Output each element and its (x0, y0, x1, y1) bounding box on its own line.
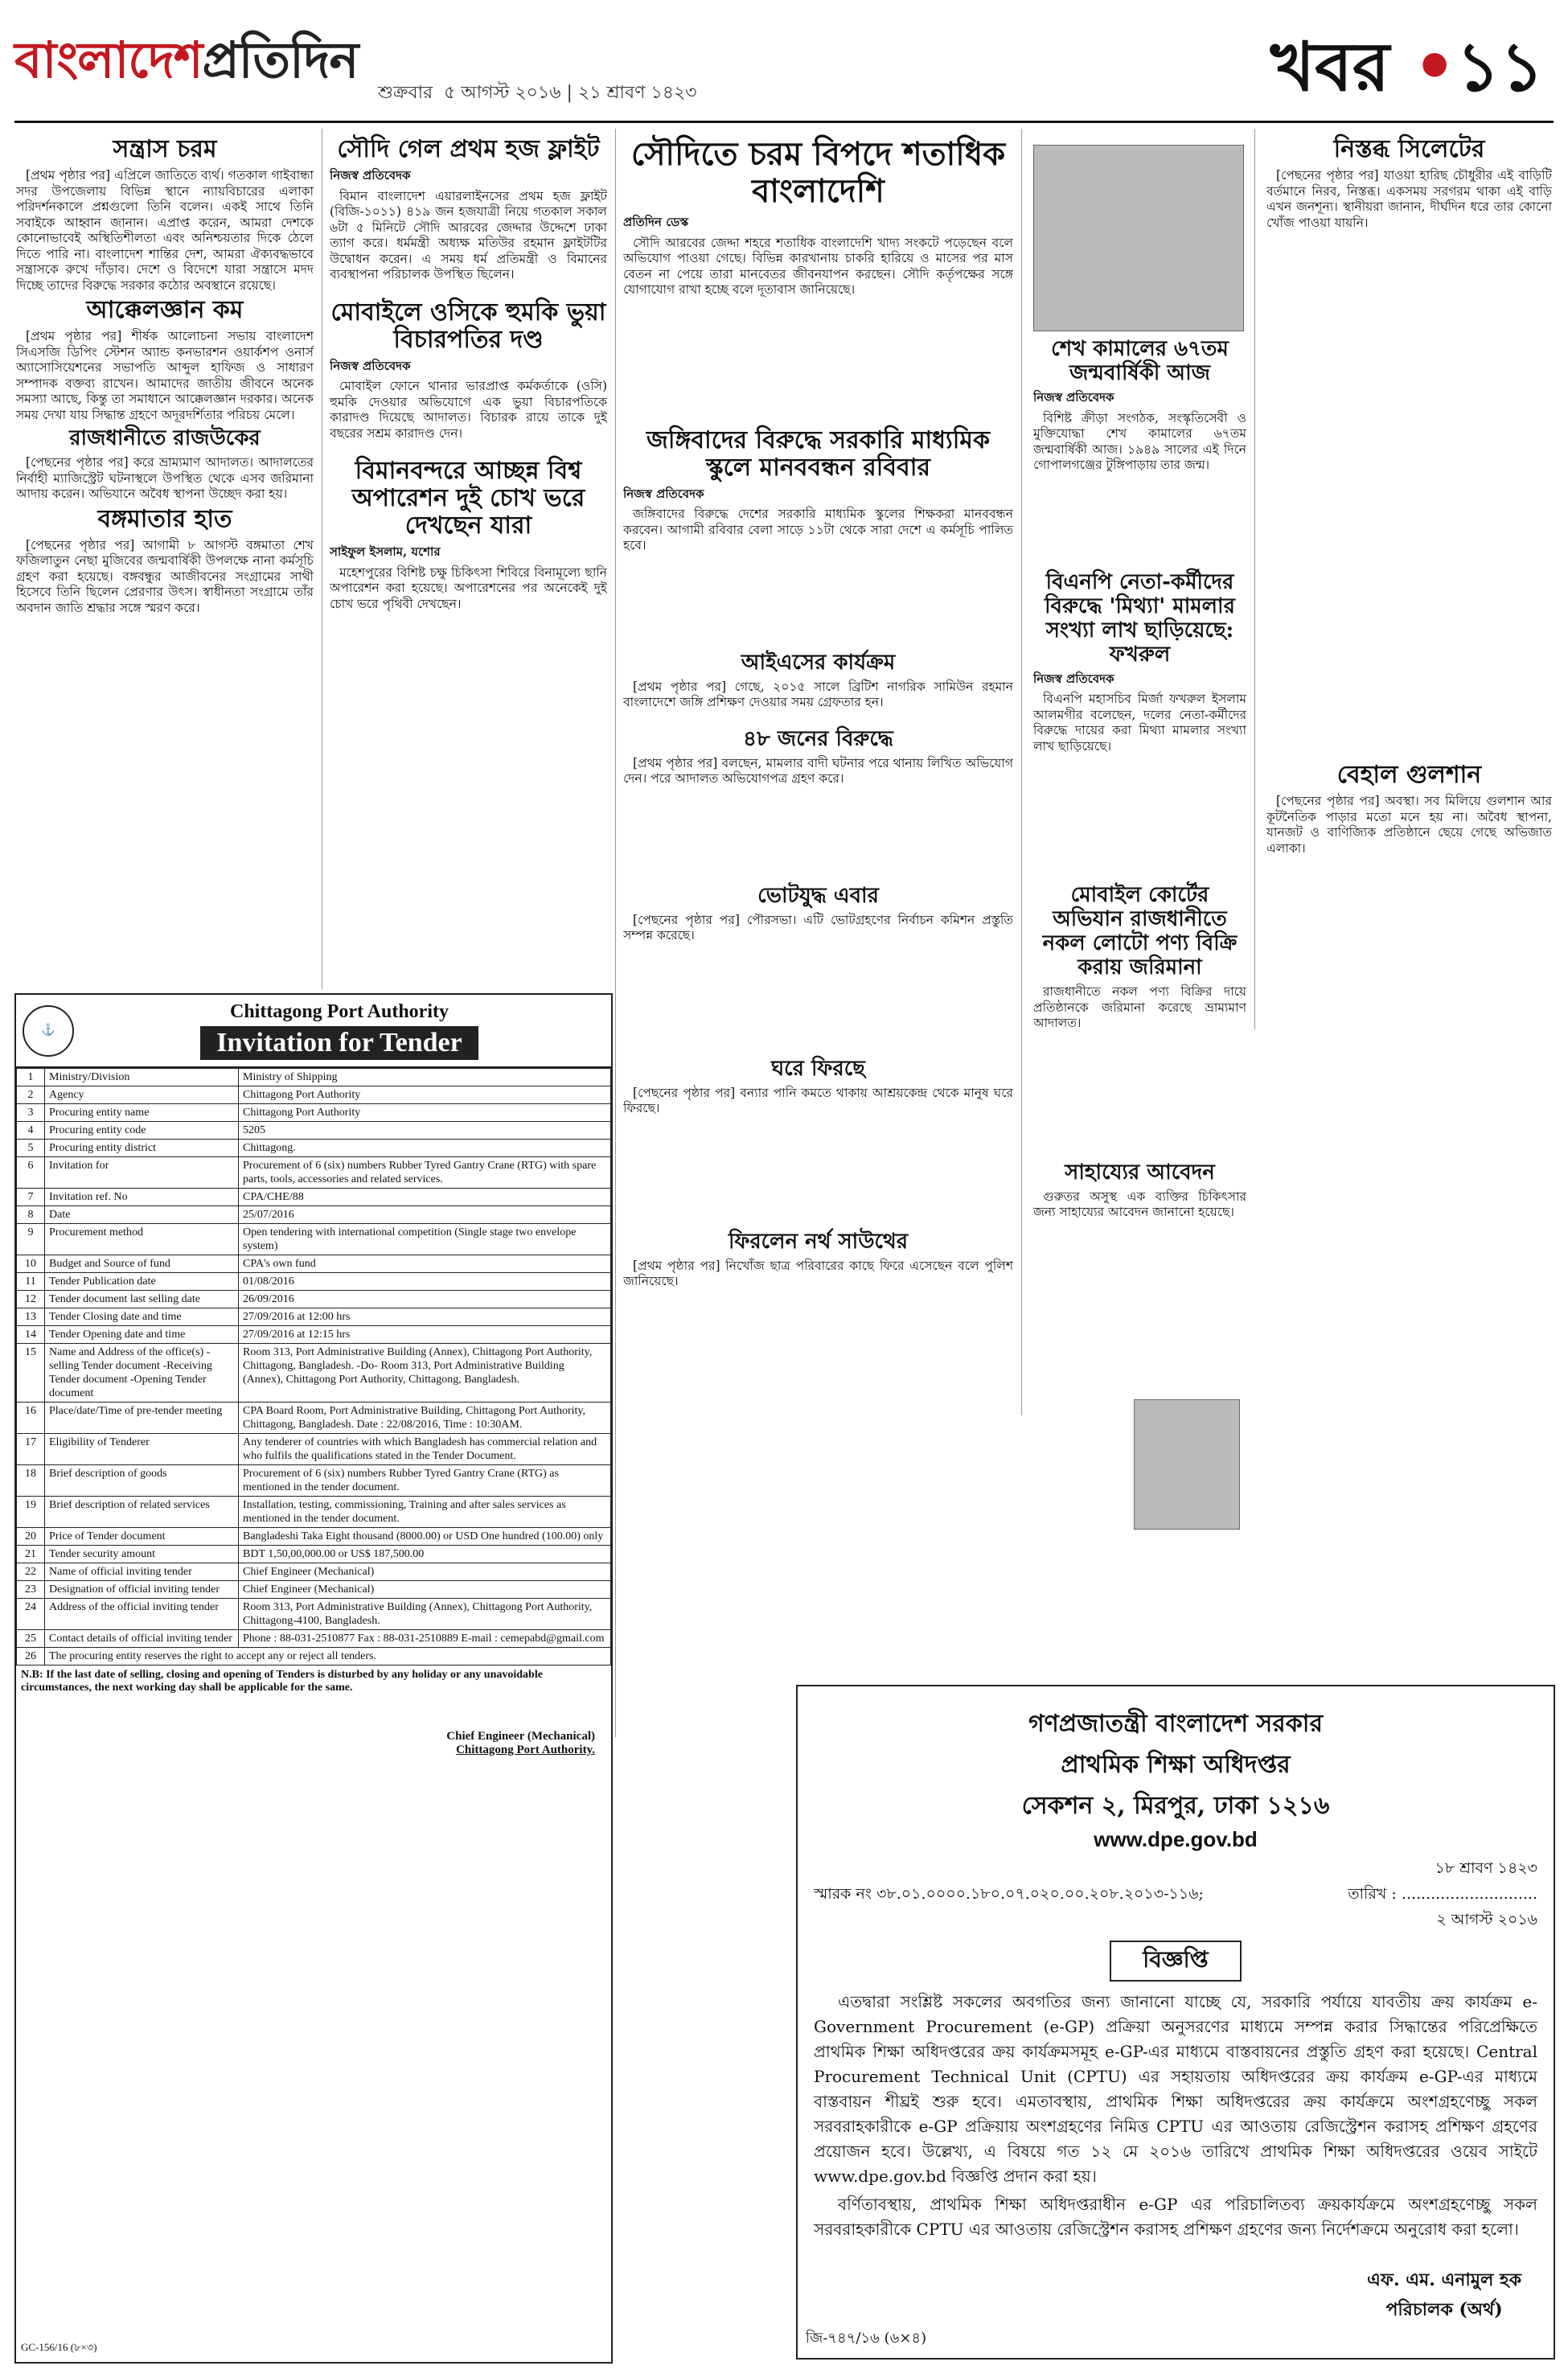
tender-row-label: The procuring entity reserves the right to accept any or reject all tenders. (45, 1648, 611, 1665)
tender-row-label: Procuring entity code (45, 1122, 239, 1140)
article-body: বিমান বাংলাদেশ এয়ারলাইনসের প্রথম হজ ফ্লাইট (বিজি-১০১১) ৪১৯ জন হজযাত্রী নিয়ে গতকাল সকাল ৬টা ৫ মিনিটে সৌদি আরবের জেদ্দার উদ্দেশে ঢাকা ত্যাগ করে। ধর্মমন্ত্রী অধ্যক্ষ মতিউর রহমান ফ্লাইটটির উদ্বোধন করেন। এ সময় ধর্ম প্রতিমন্ত্রী ও বিমানের ব্যবস্থাপনা পরিচালক উপস্থিত ছিলেন। (330, 188, 607, 281)
tender-row-value: 01/08/2016 (239, 1273, 611, 1291)
tender-row-label: Eligibility of Tenderer (45, 1434, 239, 1465)
tender-row (17, 1157, 611, 1189)
headline-sylhet[interactable]: নিস্তব্ধ সিলেটের (1333, 135, 1485, 163)
logo-text-part1: বাংলাদেশ (14, 31, 203, 89)
masthead-rule (14, 121, 1554, 123)
tender-row-number: 22 (17, 1563, 45, 1581)
tender-row-value: BDT 1,50,00,000.00 or US$ 187,500.00 (239, 1546, 611, 1563)
tender-row-label: Tender security amount (45, 1546, 239, 1563)
notice-title: বিজ্ঞপ্তি (1110, 1941, 1242, 1982)
tender-row-number: 26 (17, 1648, 45, 1665)
tender-row-label: Procuring entity district (45, 1140, 239, 1157)
byline: নিজস্ব প্রতিবেদক (330, 358, 411, 373)
headline-saudi-crisis[interactable]: সৌদিতে চরম বিপদে শতাধিক বাংলাদেশি (630, 135, 1006, 210)
article-body: [পেছনের পৃষ্ঠার পর] অবস্থা। সব মিলিয়ে গুলশান আর কূটনৈতিক পাড়ার মতো মনে হয় না। অবৈধ স্থাপনা, যানজট ও বাণিজ্যিক প্রতিষ্ঠানে ছেয়ে গেছে অভিজাত এলাকা। (1266, 794, 1552, 856)
tender-row-label: Price of Tender document (45, 1528, 239, 1546)
tender-row-value: Chief Engineer (Mechanical) (239, 1563, 611, 1581)
tender-row-number: 4 (17, 1122, 45, 1140)
column-1 (16, 133, 314, 985)
article-body: [প্রথম পৃষ্ঠার পর] নিখোঁজ ছাত্র পরিবারের কাছে ফিরে এসেছেন বলে পুলিশ জানিয়েছে। (623, 1258, 1013, 1288)
dpe-notice: গণপ্রজাতন্ত্রী বাংলাদেশ সরকার প্রাথমিক শিক্ষা অধিদপ্তর সেকশন ২, মিরপুর, ঢাকা ১২১৬ www.dpe.gov.bd ১৮ শ্রাবণ ১৪২৩ স্মারক নং ৩৮.০১.০০০০.১৮০.০৭.০২০.০০.২০৮.২০১৩-১১৬; তারিখ : ............................ ২ আগস্ট ২০১৬ বিজ্ঞপ্তি এতদ্বারা সংশ্লিষ্ট সকলের অবগতির জন্য জানানো যাচ্ছে যে, সরকারি পর্যায়ে যাবতীয় ক্রয় কার্যক্রম e-Government Procurement (e-GP) প্রক্রিয়া অনুসরণের মাধ্যমে সম্পন্ন করার সিদ্ধান্তের পরিপ্রেক্ষিতে প্রাথমিক শিক্ষা অধিদপ্তরের ক্রয় কার্যক্রমসমূহ e-GP-এর মাধ্যমে বাস্তবায়নের প্রস্তুতি গ্রহণ করা হয়েছে। Central Procurement Technical Unit (CPTU) এর সহায়তায় অধিদপ্তরের ক্রয় কার্যক্রম e-GP-এর মাধ্যমে বাস্তবায়ন শীঘ্রই শুরু হবে। এমতাবস্থায়, প্রাথমিক শিক্ষা অধিদপ্তরের ক্রয় কার্যক্রমে অংশগ্রহণেচ্ছু সকল সরবরাহকারীকে e-GP প্রক্রিয়ায় অংশগ্রহণের নিমিত্ত CPTU এর আওতায় রেজিস্ট্রেশন করাসহ প্রশিক্ষণ গ্রহণের প্রয়োজন হবে। উল্লেখ্য, এ বিষয়ে গত ১২ মে ২০১৬ তারিখে প্রাথমিক শিক্ষা অধিদপ্তরের ওয়েব সাইটে www.dpe.gov.bd বিজ্ঞপ্তি প্রদান করা হয়। বর্ণিতাবস্থায়, প্রাথমিক শিক্ষা অধিদপ্তরাধীন e-GP এর পরিচালিতব্য ক্রয়কার্যক্রমে অংশগ্রহণেচ্ছু সকল সরবরাহকারীকে CPTU এর আওতায় রেজিস্ট্রেশন করাসহ প্রশিক্ষণ গ্রহণের জন্য নির্দেশক্রমে অনুরোধ করা হলো। এফ. এম. এনামুল হক পরিচালক (অর্থ) জি-৭৪৭/১৬ (৬×৪) (796, 1685, 1555, 2360)
tender-row-value: 26/09/2016 (239, 1291, 611, 1308)
tender-row-number: 7 (17, 1189, 45, 1206)
tender-row-number: 6 (17, 1157, 45, 1189)
tender-row (17, 1122, 611, 1140)
tender-row (17, 1546, 611, 1563)
tender-row (17, 1465, 611, 1497)
tender-row-label: Place/date/Time of pre-tender meeting (45, 1403, 239, 1434)
tender-row-number: 19 (17, 1497, 45, 1528)
tender-row-number: 3 (17, 1104, 45, 1122)
column-5 (1266, 133, 1552, 1516)
tender-row-value: 25/07/2016 (239, 1206, 611, 1224)
tender-row-label: Brief description of related services (45, 1497, 239, 1528)
tender-row-value: Ministry of Shipping (239, 1069, 611, 1086)
article-body: জঙ্গিবাদের বিরুদ্ধে দেশের সরকারি মাধ্যমিক স্কুলের শিক্ষকরা মানববন্ধন করবেন। আগামী রবিবার বেলা সাড়ে ১১টা থেকে সারা দেশে এ কর্মসূচি পালিত হবে। (623, 507, 1013, 552)
tender-row-value: Bangladeshi Taka Eight thousand (8000.00) or USD One hundred (100.00) only (239, 1528, 611, 1546)
tender-row (17, 1308, 611, 1326)
article-body: সৌদি আরবের জেদ্দা শহরে শতাধিক বাংলাদেশি খাদ্য সংকটে পড়েছেন বলে অভিযোগ পাওয়া গেছে। বিভিন্ন কারখানায় চাকরি হারিয়ে ও মাসের পর মাস বেতন না পেয়ে তারা মানবেতর জীবনযাপন করছেন। সৌদি কর্তৃপক্ষের সঙ্গে যোগাযোগ রাখা হচ্ছে বলে দূতাবাস জানিয়েছে। (623, 235, 1013, 297)
page-number: ১১ (1455, 27, 1544, 106)
tender-row-number: 18 (17, 1465, 45, 1497)
tender-row-value: CPA's own fund (239, 1255, 611, 1273)
tender-row-number: 13 (17, 1308, 45, 1326)
headline-sheikh-kamal[interactable]: শেখ কামালের ৬৭তম জন্মবার্ষিকী আজ (1051, 337, 1229, 385)
tender-row-number: 9 (17, 1224, 45, 1255)
tender-note: N.B: If the last date of selling, closing and opening of Tenders is disturbed by any holiday or any unavoidable circumstances, the next working day shall be applicable for the same. (21, 1669, 543, 1694)
tender-row (17, 1206, 611, 1224)
tender-row (17, 1648, 611, 1665)
tender-row (17, 1291, 611, 1308)
headline-rajuk[interactable]: রাজধানীতে রাজউকের (69, 426, 261, 450)
article-body: [প্রথম পৃষ্ঠার পর] শীর্ষক আলোচনা সভায় বাংলাদেশ সিএসজি ডিপিং স্টেশন অ্যান্ড কনভারশন ওয়ার্কশপ ওনার্স অ্যাসোসিয়েশনের সভাপতি আব্দুল হাফিজ ও সাধারণ সম্পাদক বক্তব্য রাখেন। আমাদের জাতীয় জীবনে অনেক সমস্যা আছে, কিন্তু তা সমাধানে আক্কেলজ্ঞান দরকার। অনেক সময় দেখা যায় সিদ্ধান্ত গ্রহণে অদূরদর্শিতার পরিচয় মেলে। (16, 329, 314, 422)
tender-row (17, 1563, 611, 1581)
notice-paragraph-2: বর্ণিতাবস্থায়, প্রাথমিক শিক্ষা অধিদপ্তরাধীন e-GP এর পরিচালিতব্য ক্রয়কার্যক্রমে অংশগ্রহণেচ্ছু সকল সরবরাহকারীকে CPTU এর আওতায় রেজিস্ট্রেশন করাসহ প্রশিক্ষণ গ্রহণের জন্য নির্দেশক্রমে অনুরোধ করা হলো। (814, 2195, 1537, 2239)
article-body: [প্রথম পৃষ্ঠার পর] গেছে, ২০১৫ সালে ব্রিটিশ নাগরিক সামিউন রহমান বাংলাদেশে জঙ্গি প্রশিক্ষণ দেওয়ার সময় গ্রেফতার হন। (623, 679, 1013, 709)
byline: নিজস্ব প্রতিবেদক (330, 168, 411, 183)
tender-row-value: Chief Engineer (Mechanical) (239, 1581, 611, 1599)
sheikh-kamal-photo (1033, 145, 1244, 331)
dateline-date: ৫ আগস্ট ২০১৬ | ২১ শ্রাবণ ১৪২৩ (444, 83, 697, 103)
tender-advertisement (14, 993, 613, 2364)
tender-row-value: 5205 (239, 1122, 611, 1140)
headline-vote-war[interactable]: ভোটযুদ্ধ এবার (757, 883, 879, 908)
tender-row-number: 20 (17, 1528, 45, 1546)
tender-row-number: 14 (17, 1326, 45, 1344)
tender-row (17, 1273, 611, 1291)
headline-help-appeal[interactable]: সাহায্যের আবেদন (1065, 1160, 1215, 1185)
tender-row (17, 1528, 611, 1546)
byline: সাইফুল ইসলাম, যশোর (330, 544, 441, 559)
notice-designation: পরিচালক (অর্থ) (1385, 2299, 1503, 2320)
dot-icon: • (1413, 27, 1456, 106)
notice-website[interactable]: www.dpe.gov.bd (1094, 1827, 1258, 1851)
tender-row-number: 1 (17, 1069, 45, 1086)
notice-dept: প্রাথমিক শিক্ষা অধিদপ্তর (1061, 1751, 1291, 1779)
tender-row-value: Room 313, Port Administrative Building (Annex), Chittagong Port Authority, Chittagong, Bangladesh. -Do- Room 313, Port Administrative Building (Annex), Chittagong Port Authority, Chittagong, Bangladesh. (239, 1344, 611, 1403)
dateline (378, 79, 697, 109)
tender-row-value: Room 313, Port Administrative Building (Annex), Chittagong Port Authority, Chittagong-4100, Bangladesh. (239, 1599, 611, 1630)
section-tag (1270, 14, 1544, 128)
byline: প্রতিদিন ডেস্ক (623, 215, 689, 229)
byline: নিজস্ব প্রতিবেদক (1033, 390, 1114, 405)
tender-row-value: Any tenderer of countries with which Bangladesh has commercial relation and who fulfils the qualifications stated in the Tender Document. (239, 1434, 611, 1465)
tender-signer-org: Chittagong Port Authority. (456, 1744, 595, 1756)
tender-row-number: 25 (17, 1630, 45, 1648)
headline-akkel[interactable]: আক্কেলজ্ঞান কম (86, 296, 244, 324)
article-body: গুরুতর অসুস্থ এক ব্যক্তির চিকিৎসার জন্য সাহায্যের আবেদন জানানো হয়েছে। (1033, 1189, 1246, 1219)
dateline-day: শুক্রবার (378, 83, 433, 103)
column-3 (623, 133, 1013, 1685)
tender-row-label: Name of official inviting tender (45, 1563, 239, 1581)
logo-text-part2: প্রতিদিন (202, 31, 359, 89)
article-body: রাজধানীতে নকল পণ্য বিক্রির দায়ে প্রতিষ্ঠানকে জরিমানা করেছে ভ্রাম্যমাণ আদালত। (1033, 984, 1246, 1030)
tender-row-label: Address of the official inviting tender (45, 1599, 239, 1630)
tender-row-value: Chittagong. (239, 1140, 611, 1157)
notice-code: জি-৭৪৭/১৬ (৬×৪) (806, 2330, 927, 2347)
article-body: [পেছনের পৃষ্ঠার পর] যাওয়া হারিছ চৌধুরীর এই বাড়িটি বর্তমানে নিরব, নিস্তব্ধ। একসময় সরগরম থাকা এই বাড়ি এখন জনশূন্য। স্থানীয়রা জানান, দীর্ঘদিন ধরে তার কোনো খোঁজ পাওয়া যায়নি। (1266, 168, 1552, 230)
tender-table (16, 1068, 611, 1665)
headline-gulshan[interactable]: বেহাল গুলশান (1336, 761, 1482, 789)
byline: নিজস্ব প্রতিবেদক (623, 486, 704, 501)
tender-row-number: 21 (17, 1546, 45, 1563)
headline-bongomata[interactable]: বঙ্গমাতার হাত (97, 504, 232, 533)
tender-row-label: Date (45, 1206, 239, 1224)
masthead (0, 0, 1568, 121)
article-body: [পেছনের পৃষ্ঠার পর] পৌরসভা। এটি ভোটগ্রহণের নির্বাচন কমিশন প্রস্তুতি সম্পন্ন করেছে। (623, 912, 1013, 943)
tender-signer: Chief Engineer (Mechanical) (446, 1730, 595, 1743)
tender-row-label: Procuring entity name (45, 1104, 239, 1122)
tender-row (17, 1581, 611, 1599)
tender-row-value: Procurement of 6 (six) numbers Rubber Tyred Gantry Crane (RTG) with spare parts, tools, accessories and related services. (239, 1157, 611, 1189)
article-body: বিএনপি মহাসচিব মির্জা ফখরুল ইসলাম আলমগীর বলেছেন, দলের নেতা-কর্মীদের বিরুদ্ধে দায়ের করা মিথ্যা মামলার সংখ্যা লাখ ছাড়িয়েছে। (1033, 692, 1246, 754)
tender-row-number: 2 (17, 1086, 45, 1104)
tender-row-number: 5 (17, 1140, 45, 1157)
notice-date-bangla: ১৮ শ্রাবণ ১৪২৩ (1435, 1859, 1537, 1877)
column-4 (1033, 334, 1246, 1460)
tender-row (17, 1069, 611, 1086)
tender-row-number: 16 (17, 1403, 45, 1434)
tender-row-label: Tender Publication date (45, 1273, 239, 1291)
tender-row-value: Open tendering with international competition (Single stage two envelope system) (239, 1224, 611, 1255)
tender-row-value: 27/09/2016 at 12:15 hrs (239, 1326, 611, 1344)
headline-eye-operation[interactable]: বিমানবন্দরে আচ্ছন্ন বিশ্ব অপারেশন দুই চোখ ভরে দেখছেন যারা (351, 457, 585, 540)
tender-row-value: Procurement of 6 (six) numbers Rubber Tyred Gantry Crane (RTG) as mentioned in the tender document. (239, 1465, 611, 1497)
headline-lotto[interactable]: মোবাইল কোর্টের অভিযান রাজধানীতে নকল লোটো পণ্য বিক্রি করায় জরিমানা (1042, 883, 1238, 980)
tender-row-label: Invitation for (45, 1157, 239, 1189)
article-body: মোবাইল ফোনে থানার ভারপ্রাপ্ত কর্মকর্তাকে (ওসি) হুমকি দেওয়ার অভিযোগে এক ভুয়া বিচারপতিকে কারাদণ্ড দিয়েছে আদালত। বিচারক রায়ে তাকে দুই বছরের সশ্রম কারাদণ্ড দেন। (330, 379, 607, 441)
tender-row-value: Installation, testing, commissioning, Training and after sales services as mentioned in the tender document. (239, 1497, 611, 1528)
headline-sontras[interactable]: সন্ত্রাস চরম (113, 135, 217, 163)
tender-row-label: Invitation ref. No (45, 1189, 239, 1206)
notice-paragraph-1: এতদ্বারা সংশ্লিষ্ট সকলের অবগতির জন্য জানানো যাচ্ছে যে, সরকারি পর্যায়ে যাবতীয় ক্রয় কার্যক্রম e-Government Procurement (e-GP) প্রক্রিয়া অনুসরণের মাধ্যমে সম্পন্ন করার সিদ্ধান্তের পরিপ্রেক্ষিতে প্রাথমিক শিক্ষা অধিদপ্তরের ক্রয় কার্যক্রমসমূহ e-GP-এর মাধ্যমে বাস্তবায়নের প্রস্তুতি গ্রহণ করা হয়েছে। Central Procurement Technical Unit (CPTU) এর সহায়তায় অধিদপ্তরের ক্রয় কার্যক্রম e-GP-এর মাধ্যমে বাস্তবায়ন শীঘ্রই শুরু হবে। এমতাবস্থায়, প্রাথমিক শিক্ষা অধিদপ্তরের ক্রয় কার্যক্রমে অংশগ্রহণেচ্ছু সকল সরবরাহকারীকে e-GP প্রক্রিয়ায় অংশগ্রহণের নিমিত্ত CPTU এর আওতায় রেজিস্ট্রেশন করাসহ প্রশিক্ষণ গ্রহণের প্রয়োজন হবে। উল্লেখ্য, এ বিষয়ে গত ১২ মে ২০১৬ তারিখে প্রাথমিক শিক্ষা অধিদপ্তরের ওয়েব সাইটে www.dpe.gov.bd বিজ্ঞপ্তি প্রদান করা হয়। (814, 1992, 1537, 2186)
column-divider (1254, 129, 1255, 1029)
tender-row (17, 1086, 611, 1104)
tender-row (17, 1344, 611, 1403)
notice-govt: গণপ্রজাতন্ত্রী বাংলাদেশ সরকার (1028, 1710, 1323, 1738)
tender-row-label: Ministry/Division (45, 1069, 239, 1086)
notice-memo: স্মারক নং ৩৮.০১.০০০০.১৮০.০৭.০২০.০০.২০৮.২০১৩-১১৬; (814, 1885, 1204, 1903)
headline-north-south[interactable]: ফিরলেন নর্থ সাউথের (728, 1229, 909, 1254)
newspaper-logo[interactable] (14, 23, 358, 105)
tender-row-number: 23 (17, 1581, 45, 1599)
notice-signer: এফ. এম. এনামুল হক (1367, 2269, 1521, 2290)
tender-row-value: CPA/CHE/88 (239, 1189, 611, 1206)
tender-row-label: Brief description of goods (45, 1465, 239, 1497)
tender-row-label: Procurement method (45, 1224, 239, 1255)
headline-48-people[interactable]: ৪৮ জনের বিরুদ্ধে (743, 726, 893, 751)
notice-date-label: তারিখ : (1348, 1885, 1397, 1903)
column-divider (1021, 129, 1022, 1415)
tender-row-value: CPA Board Room, Port Administrative Building, Chittagong Port Authority, Chittagong, Bangladesh. Date : 22/08/2016, Time : 10:30AM. (239, 1403, 611, 1434)
tender-row-number: 11 (17, 1273, 45, 1291)
tender-row-label: Tender Closing date and time (45, 1308, 239, 1326)
tender-row-label: Agency (45, 1086, 239, 1104)
tender-row (17, 1255, 611, 1273)
tender-row (17, 1403, 611, 1434)
tender-row (17, 1189, 611, 1206)
tender-row-number: 15 (17, 1344, 45, 1403)
article-body: বিশিষ্ট ক্রীড়া সংগঠক, সংস্কৃতিসেবী ও মুক্তিযোদ্ধা শেখ কামালের ৬৭তম জন্মবার্ষিকী আজ। ১৯৪৯ সালের এই দিনে গোপালগঞ্জের টুঙ্গিপাড়ায় তার জন্ম। (1033, 410, 1246, 472)
cpa-emblem-icon: ⚓ (23, 1005, 74, 1057)
column-divider (615, 129, 616, 1737)
tender-row-value: 27/09/2016 at 12:00 hrs (239, 1308, 611, 1326)
headline-returning-home[interactable]: ঘরে ফিরছে (771, 1056, 865, 1081)
tender-row (17, 1630, 611, 1648)
byline: নিজস্ব প্রতিবেদক (1033, 671, 1114, 686)
tender-row-number: 8 (17, 1206, 45, 1224)
tender-row-label: Tender document last selling date (45, 1291, 239, 1308)
tender-row (17, 1140, 611, 1157)
tender-row (17, 1104, 611, 1122)
headline-fakhrul[interactable]: বিএনপি নেতা-কর্মীদের বিরুদ্ধে 'মিথ্যা' মামলার সংখ্যা লাখ ছাড়িয়েছে: ফখরুল (1045, 569, 1235, 667)
notice-address: সেকশন ২, মিরপুর, ঢাকা ১২১৬ (1021, 1792, 1330, 1820)
tender-row-label: Designation of official inviting tender (45, 1581, 239, 1599)
tender-row-value: Chittagong Port Authority (239, 1104, 611, 1122)
tender-row (17, 1434, 611, 1465)
appeal-photo (1134, 1399, 1240, 1530)
article-body: [পেছনের পৃষ্ঠার পর] আগামী ৮ আগস্ট বঙ্গমাতা শেখ ফজিলাতুন নেছা মুজিবের জন্মবার্ষিকী উপলক্ষে নানা কর্মসূচি গ্রহণ করা হয়েছে। বঙ্গবন্ধুর আজীবনের সংগ্রামের সাথী হিসেবে তিনি ছিলেন প্রেরণার উৎস। স্বাধীনতা সংগ্রামে তাঁর অবদান জাতি শ্রদ্ধার সঙ্গে স্মরণ করে। (16, 537, 314, 615)
tender-row-label: Budget and Source of fund (45, 1255, 239, 1273)
tender-row (17, 1224, 611, 1255)
article-body: [পেছনের পৃষ্ঠার পর] করে ভ্রাম্যমাণ আদালত। আদালতের নির্বাহী ম্যাজিস্ট্রেট ঘটনাস্থলে উপস্থিত থেকে এসব জরিমানা আদায় করেন। অভিযানে অবৈধ স্থাপনা উচ্ছেদ করা হয়। (16, 455, 314, 501)
tender-row-label: Tender Opening date and time (45, 1326, 239, 1344)
tender-code: GC-156/16 (৮×৩) (21, 2341, 97, 2353)
article-body: [প্রথম পৃষ্ঠার পর] এপ্রিলে জাতিতে ব্যর্থ। গতকাল গাইবান্ধা সদর উপজেলায় বিভিন্ন স্থানে ন্যায়বিচারের এলাকা পরিদর্শনকালে প্রশ্নগুলো তিনি বলেন। একই সাথে তিনি সবাইকে আহ্বান জানান। এপ্রাপ্ত করেন, আমরা দেশকে কোনোভাবেই অস্থিতিশীলতা এবং অনিশ্চয়তার দিকে ঠেলে দিতে পারি না। বাংলাদেশ শান্তির দেশ, আমরা ঐক্যবদ্ধভাবে সন্ত্রাসকে রুখে দাঁড়াব। দেশে ও বিদেশে যারা সন্ত্রাসে মদদ দিচ্ছে তাদের বিরুদ্ধে সরকার কঠোর অবস্থানে রয়েছে। (16, 168, 314, 293)
tender-row-label: Contact details of official inviting tender (45, 1630, 239, 1648)
column-2 (330, 133, 607, 985)
tender-row (17, 1497, 611, 1528)
tender-org: Chittagong Port Authority (230, 1001, 449, 1022)
article-body: [পেছনের পৃষ্ঠার পর] বন্যার পানি কমতে থাকায় আশ্রয়কেন্দ্র থেকে মানুষ ঘরে ফিরছে। (623, 1085, 1013, 1115)
tender-row-value: Chittagong Port Authority (239, 1086, 611, 1104)
headline-is-activity[interactable]: আইএসের কার্যক্রম (741, 650, 896, 675)
tender-row-number: 24 (17, 1599, 45, 1630)
notice-date-english: ২ আগস্ট ২০১৬ (1436, 1911, 1537, 1928)
tender-title: Invitation for Tender (200, 1026, 478, 1060)
tender-row (17, 1599, 611, 1630)
headline-human-chain[interactable]: জঙ্গিবাদের বিরুদ্ধে সরকারি মাধ্যমিক স্কুলে মানববন্ধন রবিবার (646, 425, 990, 482)
headline-fake-judge[interactable]: মোবাইলে ওসিকে হুমকি ভুয়া বিচারপতির দণ্ড (330, 298, 606, 354)
tender-row-value: Phone : 88-031-2510877 Fax : 88-031-2510889 E-mail : cemepabd@gmail.com (239, 1630, 611, 1648)
tender-row-number: 17 (17, 1434, 45, 1465)
tender-row-number: 10 (17, 1255, 45, 1273)
tender-row (17, 1326, 611, 1344)
article-body: মহেশপুরের বিশিষ্ট চক্ষু চিকিৎসা শিবিরে বিনামূল্যে ছানি অপারেশন করা হয়েছে। অপারেশনের পর অনেকেই দুই চোখ ভরে পৃথিবী দেখছেন। (330, 565, 607, 611)
headline-hajj-flight[interactable]: সৌদি গেল প্রথম হজ ফ্লাইট (337, 135, 600, 163)
section-name: খবর (1270, 27, 1390, 106)
article-body: [প্রথম পৃষ্ঠার পর] বলছেন, মামলার বাদী ঘটনার পরে থানায় লিখিত অভিযোগ দেন। পরে আদালত অভিযোগপত্র গ্রহণ করে। (623, 755, 1013, 786)
tender-row-label: Name and Address of the office(s) -selling Tender document -Receiving Tender document -Opening Tender document (45, 1344, 239, 1403)
tender-row-number: 12 (17, 1291, 45, 1308)
